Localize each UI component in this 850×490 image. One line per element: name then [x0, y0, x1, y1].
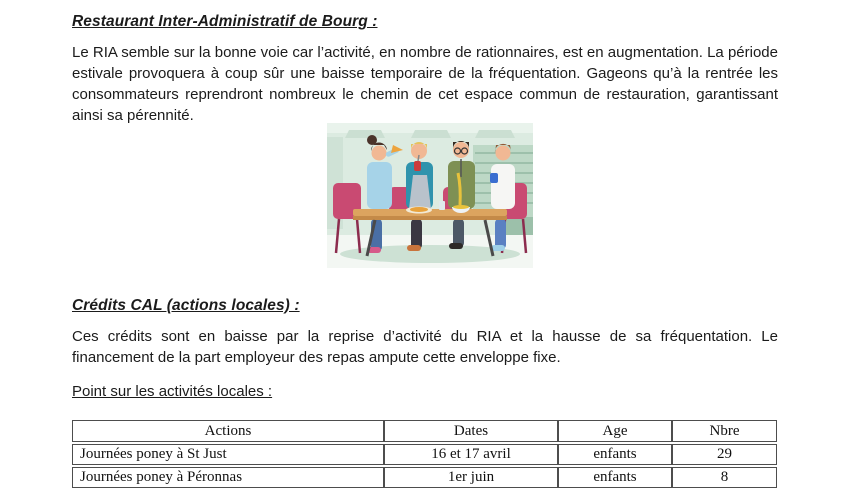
- cafeteria-illustration: [327, 123, 533, 268]
- column-header-actions: Actions: [72, 420, 384, 442]
- section-heading-ria: Restaurant Inter-Administratif de Bourg :: [72, 13, 378, 30]
- paragraph-credits-cal: Ces crédits sont en baisse par la reprise d’activité du RIA et la hausse de sa fréquentation. Le financement de la part employeur des repas ampute cette enveloppe fixe.: [72, 328, 778, 366]
- section-heading-credits-cal: Crédits CAL (actions locales) :: [72, 297, 300, 314]
- table-cell: 1er juin: [384, 467, 558, 488]
- table-cell: enfants: [558, 467, 672, 488]
- paragraph-ria: Le RIA semble sur la bonne voie car l’activité, en nombre de rationnaires, est en augmentation. La période estivale provoquera à coup sûr une baisse temporaire de la fréquentation. Gageons qu’à la rentrée les consommateurs reprendront nombreux le chemin de cet espace commun de restauration, garantissant ainsi sa pérennité.: [72, 44, 778, 124]
- table-header-row: [72, 420, 777, 442]
- table-cell: 16 et 17 avril: [384, 444, 558, 465]
- column-header-nbre: Nbre: [672, 420, 777, 442]
- column-header-age: Age: [558, 420, 672, 442]
- table-row: [72, 444, 777, 465]
- table-cell: 29: [672, 444, 777, 465]
- table-cell: 8: [672, 467, 777, 488]
- activities-table-wrap: [72, 418, 777, 490]
- table-cell: Journées poney à St Just: [72, 444, 384, 465]
- table-cell: Journées poney à Péronnas: [72, 467, 384, 488]
- activities-table: [72, 418, 777, 490]
- column-header-dates: Dates: [384, 420, 558, 442]
- table-cell: enfants: [558, 444, 672, 465]
- subheading-activites-locales: Point sur les activités locales :: [72, 383, 273, 400]
